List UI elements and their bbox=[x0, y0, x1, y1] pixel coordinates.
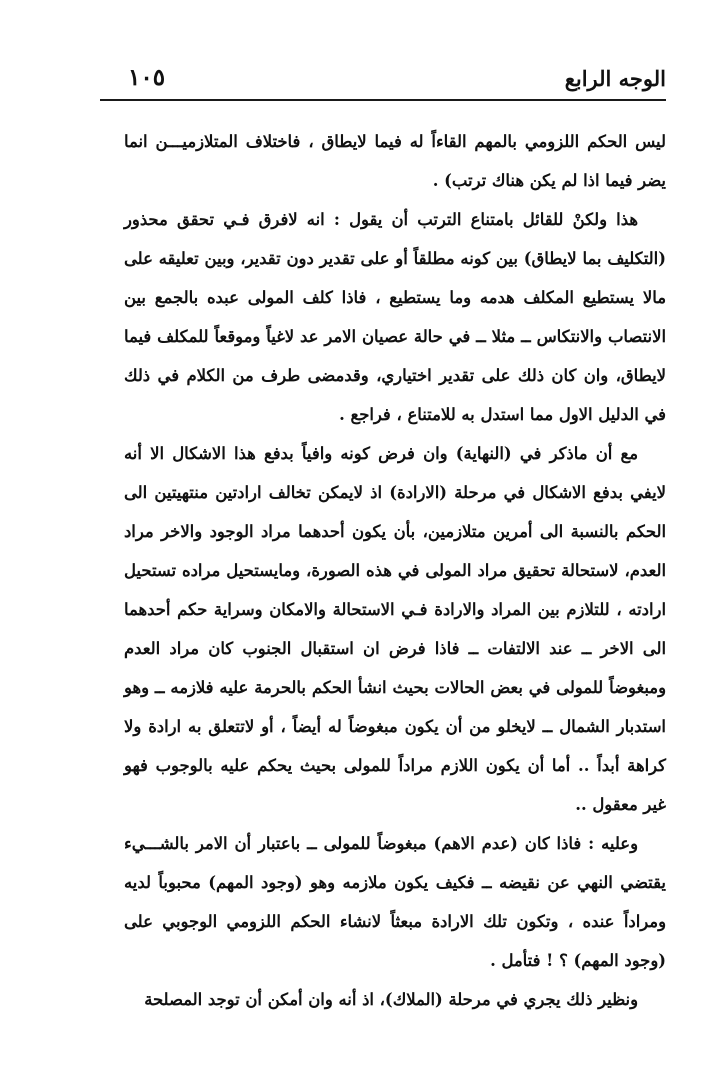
page-body bbox=[124, 122, 666, 1019]
paragraph: ليس الحكم اللزومي بالمهم القاءاً له فيما لايطاق ، فاختلاف المتلازميـــن انما يضر فيما اذا لم يكن هناك ترتب) . bbox=[124, 132, 666, 190]
paragraph: مع أن ماذكر في (النهاية) وان فرض كونه وافياً بدفع هذا الاشكال الا أنه لايفي بدفع الاشكال في مرحلة (الارادة) اذ لايمكن تخالف ارادتين منتهيتين الى الحكم بالنسبة الى أمرين متلازمين، بأن يكون أحدهما مراد الوجود والاخر مراد العدم، لاستحالة تحقيق مراد المولى في هذه الصورة، ومايستحيل مراده تستحيل ارادته ، للتلازم بين المراد والارادة فـي الاستحالة والامكان وسراية حكم أحدهما الى الاخر ــ عند الالتفات ــ فاذا فرض ان استقبال الجنوب كان مراد العدم ومبغوضاً للمولى في بعض الحالات بحيث انشأ الحكم بالحرمة عليه فلازمه ــ وهو استدبار الشمال ــ لايخلو من أن يكون مبغوضاً له أيضاً ، أو لاتتعلق به ارادة ولا كراهة أبداً .. أما أن يكون اللازم مراداً للمولى بحيث يحكم عليه بالوجوب فهو غير معقول .. bbox=[124, 444, 666, 814]
paragraph: ونظير ذلك يجري في مرحلة (الملاك)، اذ أنه وان أمكن أن توجد المصلحة bbox=[144, 990, 638, 1009]
paragraph: هذا ولكنْ للقائل بامتناع الترتب أن يقول : انه لافرق فـي تحقق محذور (التكليف بما لايطاق) بين كونه مطلقاً أو على تقدير دون تقدير، وبين تعليقه على مالا يستطيع المكلف هدمه وما يستطيع ، فاذا كلف المولى عبده بالجمع بين الانتصاب والانتكاس ــ مثلا ــ في حالة عصيان الامر عد لاغياً وموقعاً للمكلف فيما لايطاق، وان كان ذلك على تقدير اختياري، وقدمضى طرف من الكلام في ذلك في الدليل الاول مما استدل به للامتناع ، فراجع . bbox=[124, 210, 666, 424]
header-divider bbox=[100, 99, 666, 101]
page-number: ١٠٥ bbox=[128, 64, 166, 91]
page-header bbox=[100, 60, 666, 100]
paragraph: وعليه : فاذا كان (عدم الاهم) مبغوضاً للمولى ــ باعتبار أن الامر بالشـــيء يقتضي النهي عن نقيضه ــ فكيف يكون ملازمه وهو (وجود المهم) محبوباً لديه ومراداً عنده ، وتكون تلك الارادة مبعثاً لانشاء الحكم اللزومي الوجوبي على (وجود المهم) ؟ ! فتأمل . bbox=[124, 834, 666, 970]
running-title: الوجه الرابع bbox=[564, 66, 666, 91]
